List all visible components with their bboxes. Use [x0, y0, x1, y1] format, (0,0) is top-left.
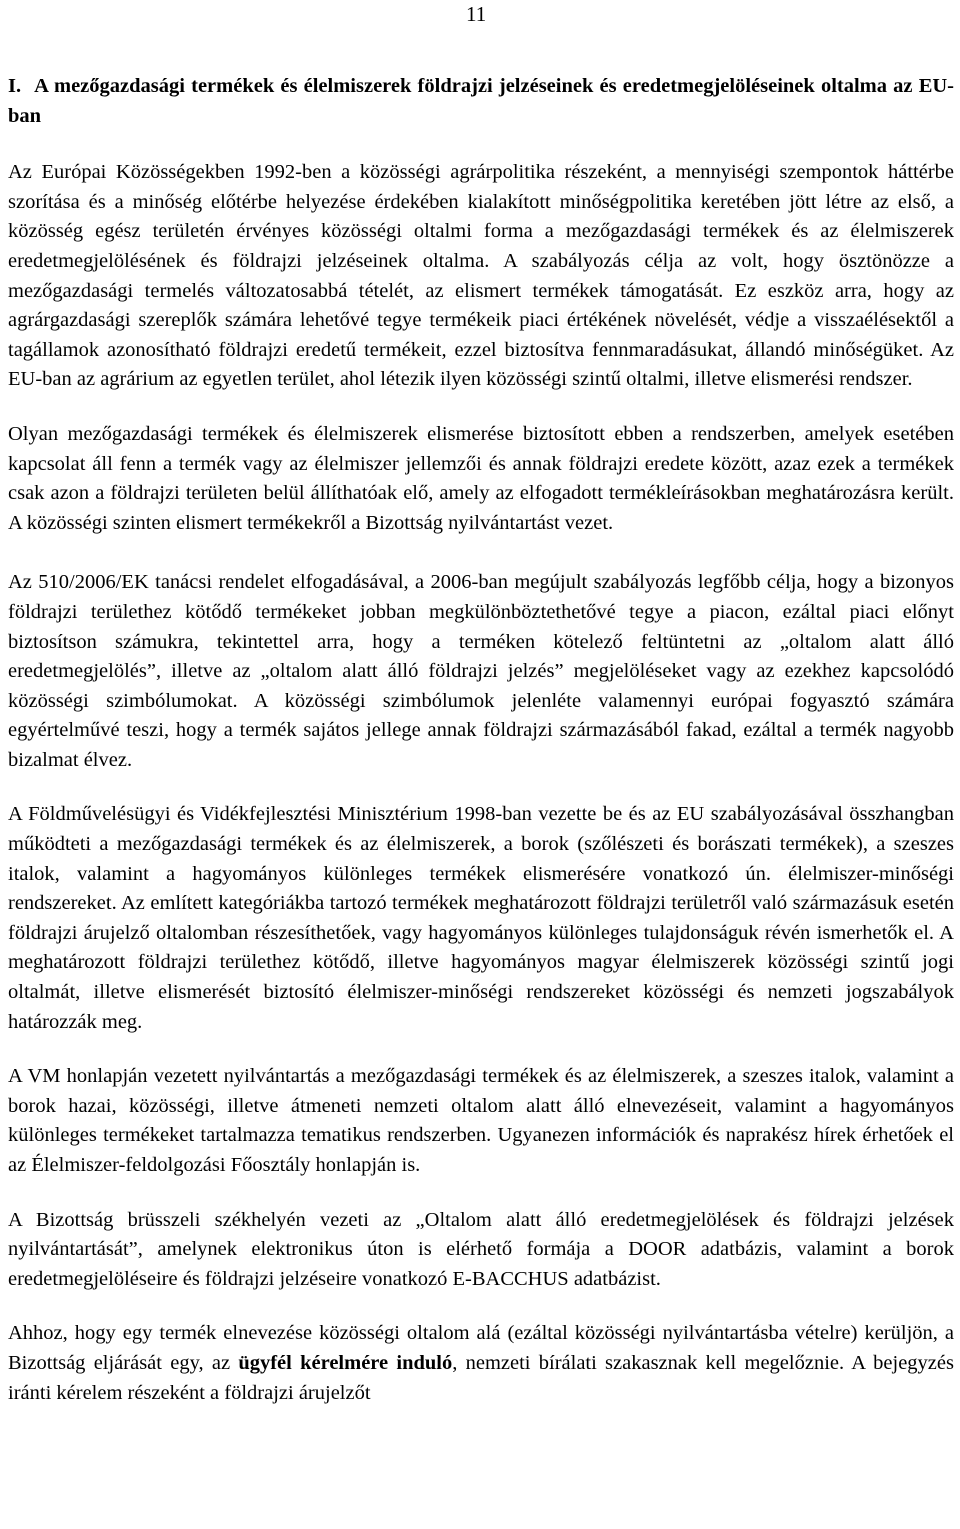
section-heading	[8, 72, 954, 131]
paragraph-7-text-end: , nemzeti bírálati szakasznak kell megelőznie. A bejegyzés iránti kérelem részeként a földrajzi árujelzőt	[8, 1351, 954, 1404]
paragraph-7-bold-phrase: ügyfél kérelmére induló	[238, 1351, 453, 1374]
paragraph-2: Olyan mezőgazdasági termékek és élelmiszerek elismerése biztosított ebben a rendszerben, amelyek esetében kapcsolat áll fenn a termék vagy az élelmiszer jellemzői és annak földrajzi eredete között, azaz ezek a termékek csak azon a földrajzi területen belül állíthatóak elő, amely az elfogadott termékleírásokban meghatározásra került. A közösségi szinten elismert termékekről a Bizottság nyilvántartást vezet.	[8, 422, 954, 534]
section-number: I.	[8, 75, 22, 97]
document-body	[8, 72, 954, 1408]
paragraph-1: Az Európai Közösségekben 1992-ben a közösségi agrárpolitika részeként, a mennyiségi szempontok háttérbe szorítása és a minőség előtérbe helyezése érdekében kialakított minőségpolitika keretében jött létre az első, a közösség egész területén érvényes közösségi oltalmi forma a mezőgazdasági termékek és az élelmiszerek eredetmegjelölésének és földrajzi jelzéseinek oltalma. A szabályozás célja az volt, hogy ösztönözze a mezőgazdasági termelés változatosabbá tételét, az elismert termékek támogatását. Ez eszköz arra, hogy az agrárgazdasági szereplők számára lehetővé tegye termékeik piaci értékének növelését, védje a visszaélésektől a tagállamok azonosítható földrajzi eredetű termékeit, ezzel biztosítva fennmaradásukat, állandó minőségüket. Az EU-ban az agrárium az egyetlen terület, ahol létezik ilyen közösségi szintű oltalmi, illetve elismerési rendszer.	[8, 161, 954, 391]
paragraph-3: Az 510/2006/EK tanácsi rendelet elfogadásával, a 2006-ban megújult szabályozás legfőbb célja, hogy a bizonyos földrajzi területhez kötődő termékeket jobban megkülönböztethetővé tegye a piacon, ezáltal piaci előnyt biztosítson számukra, tekintettel arra, hogy a terméken kötelező feltüntetni az „oltalom alatt álló eredetmegjelölés”, illetve az „oltalom alatt álló földrajzi jelzés” megjelöléseket vagy az ezekhez kapcsolódó közösségi szimbólumokat. A közösségi szimbólumok jelenléte valamennyi európai fogyasztó számára egyértelművé teszi, hogy a termék sajátos jellege annak földrajzi származásából fakad, ezáltal a termék nagyobb bizalmat élvez.	[8, 571, 954, 771]
paragraph-6: A Bizottság brüsszeli székhelyén vezeti az „Oltalom alatt álló eredetmegjelölések és földrajzi jelzések nyilvántartását”, amelynek elektronikus úton is elérhető formája a DOOR adatbázis, valamint a borok eredetmegjelöléseire és földrajzi jelzéseire vonatkozó E-BACCHUS adatbázist.	[8, 1208, 954, 1290]
paragraph-4: A Földművelésügyi és Vidékfejlesztési Minisztérium 1998-ban vezette be és az EU szabályozásával összhangban működteti a mezőgazdasági termékek és az élelmiszerek, a borok (szőlészeti és borászati termékek), a szeszes italok, valamint a hagyományos különleges termékek elismerésére vonatkozó ún. élelmiszer-minőségi rendszereket. Az említett kategóriákba tartozó termékek meghatározott földrajzi területről való származásuk esetén földrajzi árujelző oltalomban részesíthetőek, vagy hagyományos különleges tulajdonságuk révén ismerhetők el. A meghatározott földrajzi területhez kötődő, illetve hagyományos magyar élelmiszerek közösségi szintű jogi oltalmát, illetve elismerését biztosító élelmiszer-minőségi rendszereket közösségi és nemzeti jogszabályok határozzák meg.	[8, 803, 954, 1033]
paragraph-5: A VM honlapján vezetett nyilvántartás a mezőgazdasági termékek és az élelmiszerek, a szeszes italok, valamint a borok hazai, közösségi, illetve átmeneti nemzeti oltalom alatt álló elnevezéseit, valamint a hagyományos különleges termékeket tartalmazza tematikus rendszerben. Ugyanezen információk és naprakész hírek érhetőek el az Élelmiszer-feldolgozási Főosztály honlapján is.	[8, 1065, 954, 1176]
paragraph-7-text-start: Ahhoz, hogy egy termék elnevezése közösségi oltalom alá (ezáltal közösségi nyilvántartásba vételre) kerüljön, a Bizottság eljárását egy, az	[8, 1322, 954, 1374]
section-title: A mezőgazdasági termékek és élelmiszerek földrajzi jelzéseinek és eredetmegjelöléseinek oltalma az EU-ban	[8, 75, 954, 127]
page-number: 11	[466, 2, 487, 26]
paragraph-7	[8, 1319, 954, 1408]
